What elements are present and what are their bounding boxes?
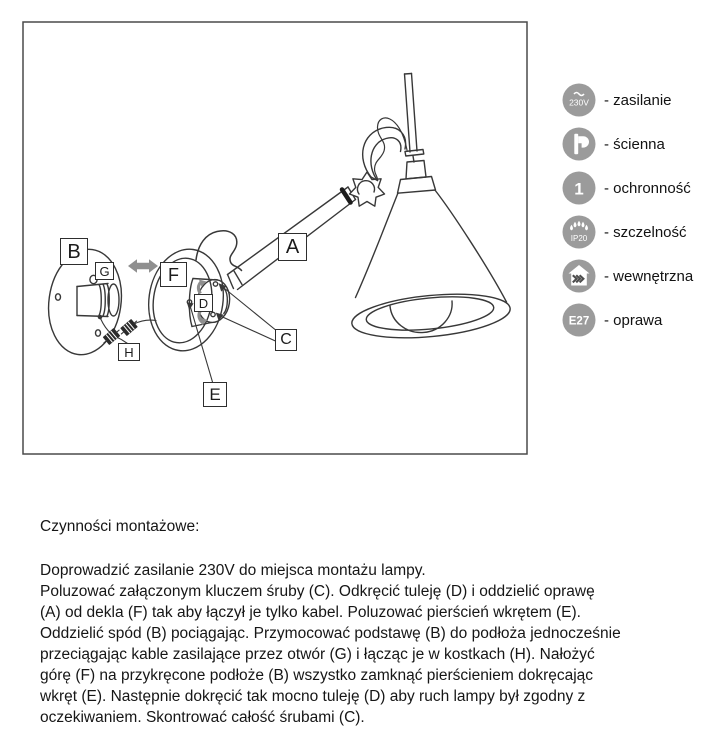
spec-row-indoor (562, 259, 693, 293)
e27-socket-icon (562, 303, 596, 337)
part-label-e: E (203, 382, 227, 407)
part-label-f: F (160, 262, 187, 287)
spec-row-socket (562, 303, 693, 337)
instruction-line: przeciągając kable zasilające przez otwór (G) i łącząc je w kostkach (H). Nałożyć (40, 646, 595, 663)
spec-label: - ścienna (604, 135, 665, 153)
protection-class-icon (562, 171, 596, 205)
ip20-rating-icon (562, 215, 596, 249)
spec-label: - szczelność (604, 223, 687, 241)
instructions-body (40, 560, 700, 728)
svg-text:E27: E27 (568, 315, 590, 328)
instruction-line: Doprowadzić zasilanie 230V do miejsca montażu lampy. (40, 562, 426, 579)
assembly-instructions (40, 518, 700, 728)
spec-label: - ochronność (604, 179, 691, 197)
part-label-c: C (275, 329, 297, 351)
part-label-d: D (194, 294, 213, 312)
part-label-a: A (278, 233, 307, 261)
part-label-b: B (60, 238, 88, 265)
spec-row-ip (562, 215, 693, 249)
instruction-line: oczekiwaniem. Skontrować całość śrubami (C). (40, 709, 365, 726)
svg-text:IP20: IP20 (570, 234, 588, 243)
power-230v-icon (562, 83, 596, 117)
spec-row-power (562, 83, 693, 117)
spec-label: - oprawa (604, 311, 663, 329)
instruction-line: Oddzielić spód (B) pociągając. Przymocować podstawę (B) do podłoża jednocześnie (40, 625, 621, 642)
part-label-g: G (95, 262, 114, 280)
spec-label: - zasilanie (604, 91, 672, 109)
spec-label: - wewnętrzna (604, 267, 694, 285)
svg-text:1: 1 (574, 179, 584, 199)
spec-legend (562, 83, 693, 347)
spec-row-protection (562, 171, 693, 205)
spec-row-wall (562, 127, 693, 161)
instruction-line: wkręt (E). Następnie dokręcić tak mocno tuleję (D) aby ruch lampy był zgodny z (40, 688, 586, 705)
instruction-line: górę (F) na przykręcone podłoże (B) wszystko zamknąć pierścieniem dokręcając (40, 667, 594, 684)
svg-text:230V: 230V (569, 97, 589, 108)
instruction-line: Poluzować załączonym kluczem śruby (C). Odkręcić tuleję (D) i oddzielić oprawę (40, 583, 595, 600)
part-label-h: H (118, 343, 140, 361)
instructions-heading: Czynności montażowe: (40, 518, 200, 535)
indoor-use-icon (562, 259, 596, 293)
diagram-frame (23, 22, 527, 454)
wall-mount-icon (562, 127, 596, 161)
instruction-line: (A) od dekla (F) tak aby łączył je tylko kabel. Poluzować pierścień wkrętem (E). (40, 604, 581, 621)
